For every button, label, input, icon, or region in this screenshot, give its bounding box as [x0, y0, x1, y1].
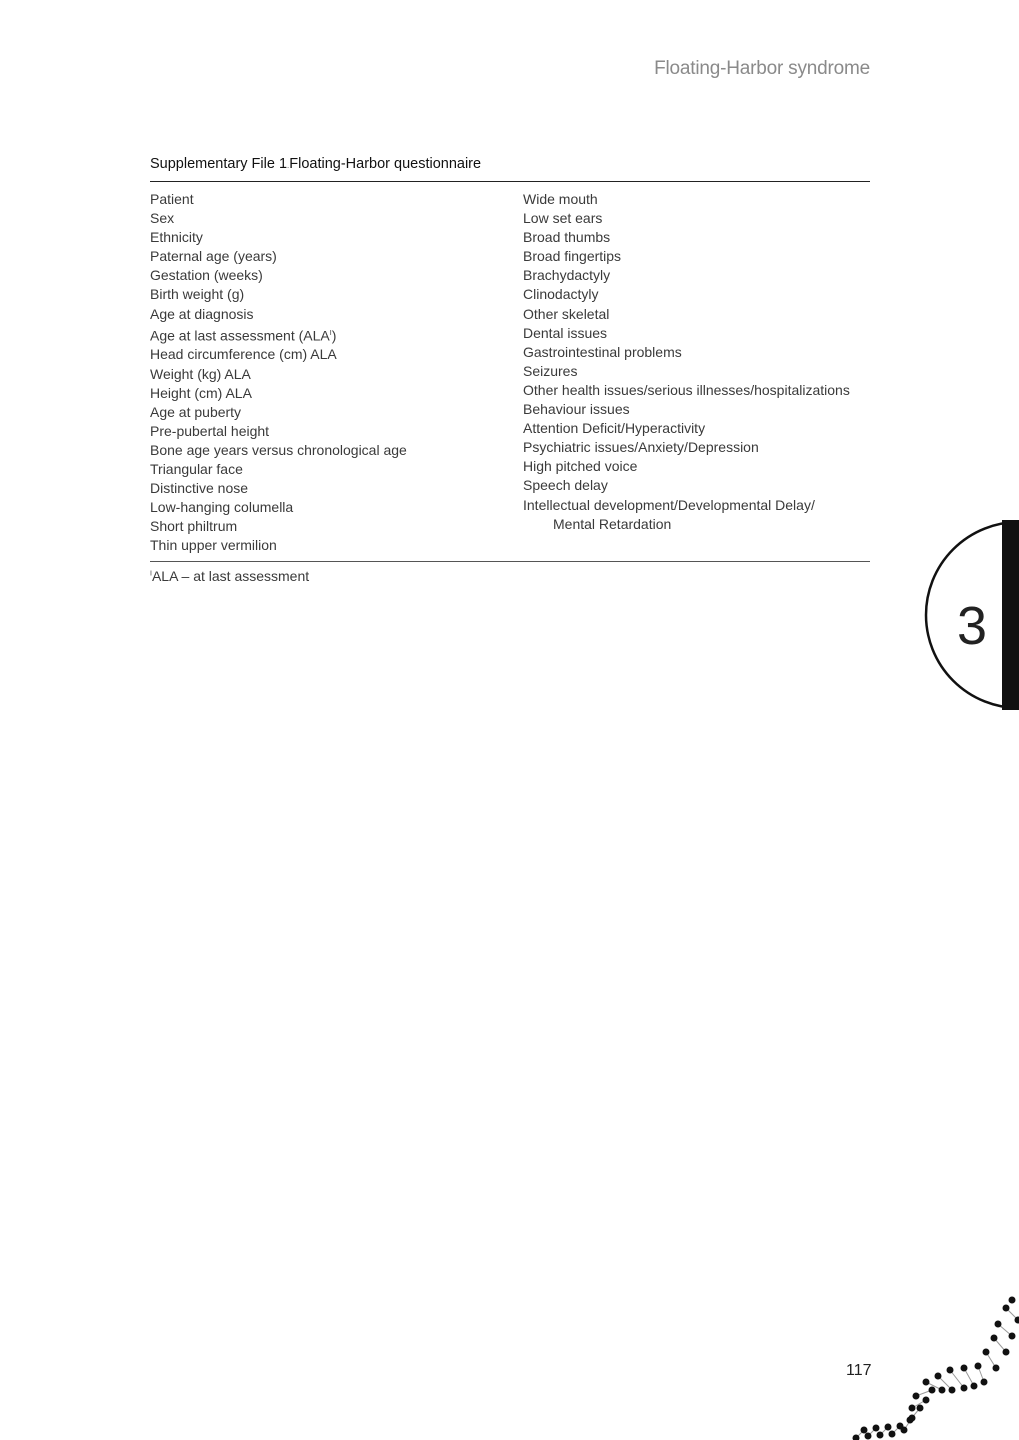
dna-helix-decoration [846, 1290, 1019, 1440]
list-item: Broad fingertips [523, 248, 622, 265]
left-column [150, 190, 523, 555]
footnote-marker: I [329, 329, 332, 337]
footnote-marker: I [150, 570, 152, 578]
list-item: High pitched voice [523, 458, 638, 475]
caption-label: Supplementary File 1 [150, 156, 288, 172]
list-item-text: Intellectual development/Developmental Delay/ [523, 496, 815, 513]
table-footnote [150, 568, 870, 584]
list-item: Seizures [523, 362, 578, 379]
running-head: Floating-Harbor syndrome [654, 58, 870, 79]
list-item: Bone age years versus chronological age [150, 441, 407, 458]
page-number: 117 [846, 1362, 872, 1379]
right-column [523, 190, 870, 555]
list-item: Patient [150, 191, 194, 207]
list-item: Pre-pubertal height [150, 422, 270, 439]
list-item: Broad thumbs [523, 229, 611, 246]
list-item: Gastrointestinal problems [523, 343, 682, 360]
list-item: Triangular face [150, 460, 243, 477]
supplementary-table [150, 156, 870, 584]
list-item: Paternal age (years) [150, 248, 277, 265]
list-item: Distinctive nose [150, 480, 249, 497]
list-item: Ethnicity [150, 229, 203, 246]
list-item: Age at puberty [150, 403, 242, 420]
list-item: Low-hanging columella [150, 499, 294, 516]
list-item [150, 324, 523, 346]
list-item: Behaviour issues [523, 401, 630, 418]
list-item: Head circumference (cm) ALA [150, 346, 337, 363]
list-item: Speech delay [523, 477, 608, 494]
list-item: Weight (kg) ALA [150, 365, 251, 382]
list-item [523, 496, 870, 534]
list-item: Clinodactyly [523, 286, 599, 303]
list-item: Height (cm) ALA [150, 384, 252, 401]
caption-separator: . [287, 161, 290, 170]
list-item: Age at diagnosis [150, 305, 254, 322]
questionnaire-columns [150, 182, 870, 562]
list-item: Wide mouth [523, 191, 598, 207]
list-item: Brachydactyly [523, 267, 611, 284]
list-item: Gestation (weeks) [150, 267, 263, 284]
list-item: Psychiatric issues/Anxiety/Depression [523, 439, 759, 456]
footnote-text: ALA – at last assessment [151, 568, 310, 585]
list-item: Other health issues/serious illnesses/hospitalizations [523, 381, 850, 398]
list-item: Birth weight (g) [150, 286, 245, 303]
caption-title: Floating-Harbor questionnaire [289, 156, 482, 172]
closing-paren: ) [331, 327, 337, 344]
list-item: Sex [150, 210, 175, 227]
table-caption [150, 156, 870, 182]
chapter-tab [924, 520, 1019, 710]
list-item: Thin upper vermilion [150, 537, 277, 554]
list-item: Low set ears [523, 210, 603, 227]
list-item: Attention Deficit/Hyperactivity [523, 420, 706, 437]
list-item: Dental issues [523, 324, 608, 341]
list-item-continuation: Mental Retardation [553, 515, 672, 532]
list-item: Other skeletal [523, 305, 610, 322]
list-item: Short philtrum [150, 518, 238, 535]
list-item-text: Age at last assessment (ALA [150, 327, 330, 344]
chapter-number: 3 [957, 596, 988, 656]
